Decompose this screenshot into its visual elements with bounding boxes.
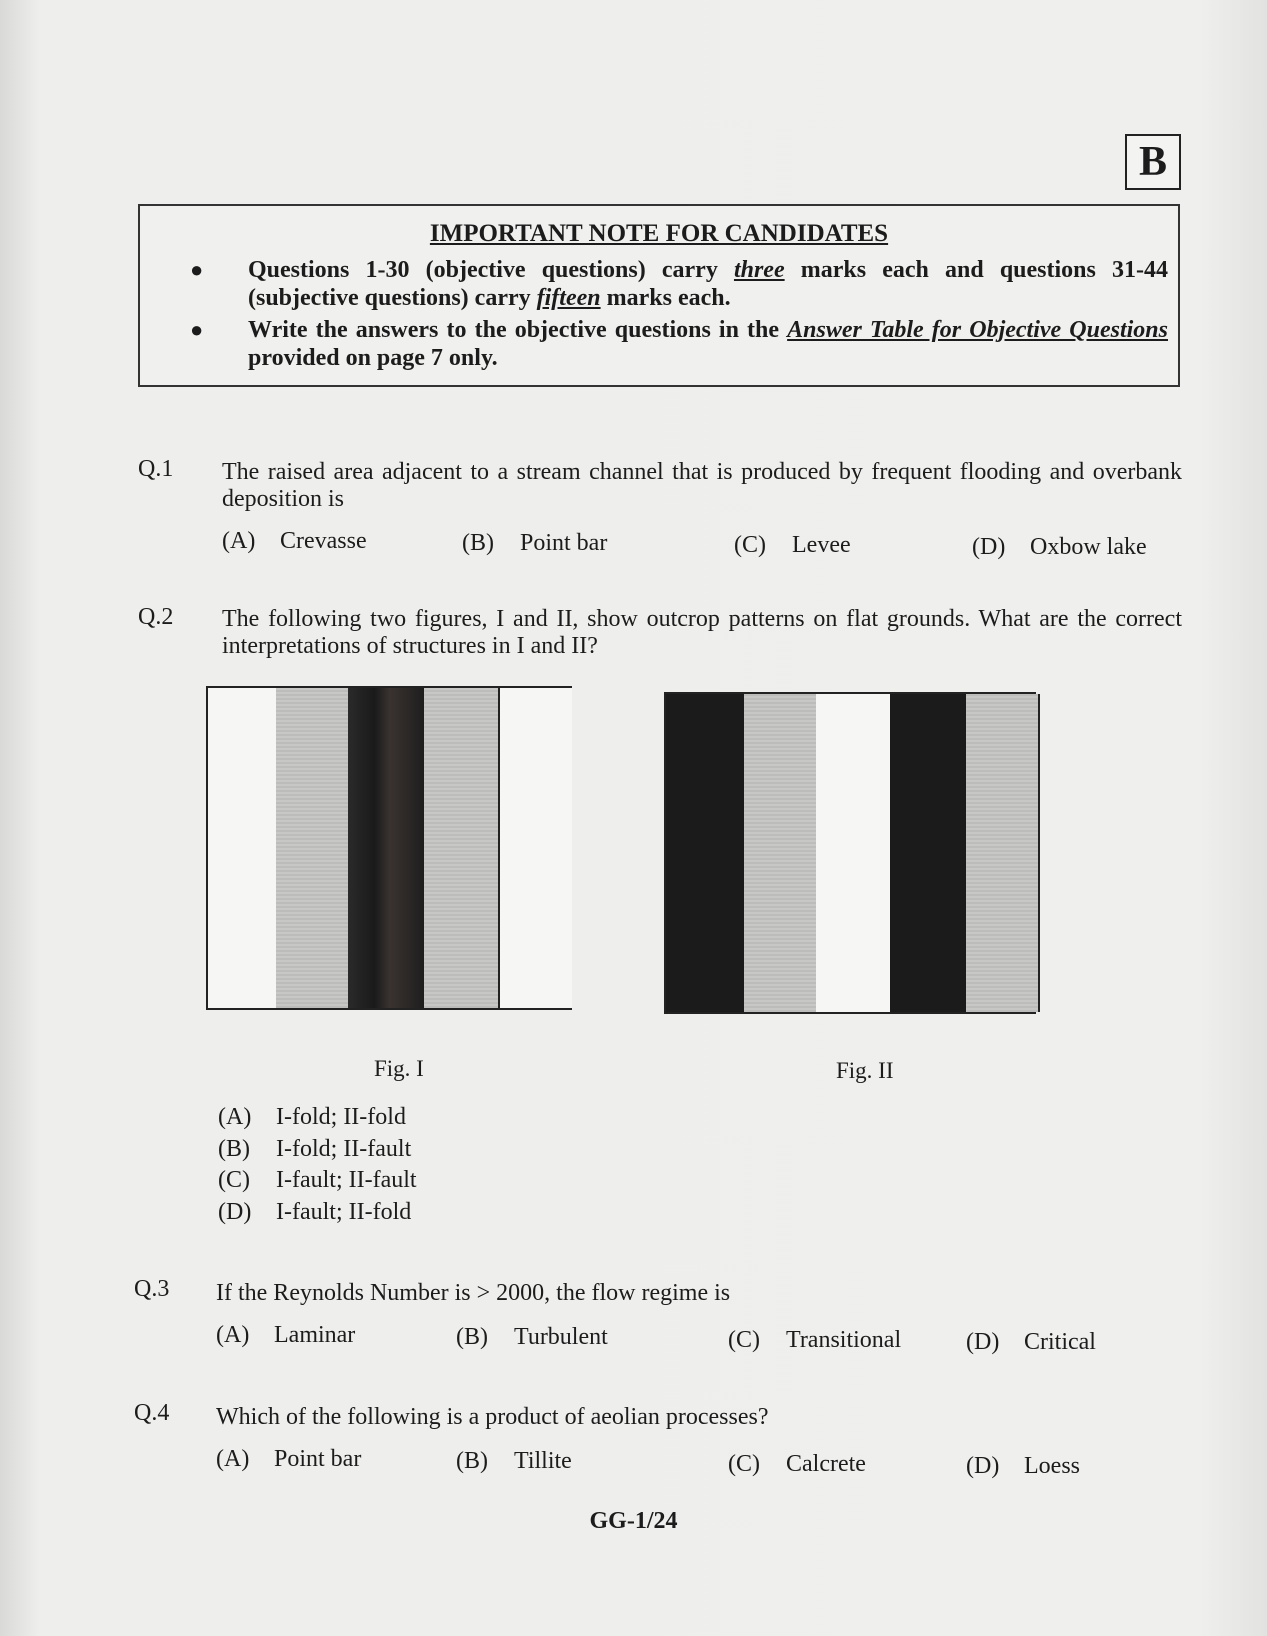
option-c[interactable] xyxy=(728,1327,901,1354)
option-d[interactable] xyxy=(966,1329,1096,1356)
option-label: (A) xyxy=(216,1446,250,1472)
outcrop-band xyxy=(890,694,966,1012)
page-footer: GG-1/24 xyxy=(589,1508,678,1534)
option-text: Oxbow lake xyxy=(1030,534,1147,560)
option-label: (A) xyxy=(222,528,256,554)
option-label: (B) xyxy=(456,1324,488,1350)
outcrop-band xyxy=(744,694,816,1012)
outcrop-band xyxy=(348,688,424,1008)
question-number: Q.1 xyxy=(138,456,174,482)
question-number: Q.2 xyxy=(138,604,174,630)
option-label: (B) xyxy=(456,1448,488,1474)
note-emphasis: three xyxy=(733,257,785,283)
note-text: provided on page 7 only. xyxy=(248,345,498,371)
option-d[interactable] xyxy=(972,534,1147,561)
option-c[interactable] xyxy=(218,1167,417,1194)
question-text: The following two figures, I and II, show outcrop patterns on flat grounds. What are the correct interpretations of structures in I and II? xyxy=(222,606,1182,659)
option-text: Levee xyxy=(792,532,851,558)
option-text: Tillite xyxy=(514,1448,572,1474)
question-text: Which of the following is a product of aeolian processes? xyxy=(216,1404,769,1430)
figure-2-label: Fig. II xyxy=(836,1058,894,1083)
option-text: I-fold; II-fold xyxy=(276,1104,406,1130)
option-label: (C) xyxy=(728,1451,760,1477)
option-label: (D) xyxy=(218,1199,252,1225)
option-text: Loess xyxy=(1024,1453,1080,1479)
bullet-icon: ● xyxy=(190,257,204,282)
option-text: Point bar xyxy=(520,530,608,556)
note-text: marks each. xyxy=(600,285,731,311)
option-d[interactable] xyxy=(966,1453,1080,1480)
option-label: (D) xyxy=(972,534,1006,560)
outcrop-band xyxy=(816,694,890,1012)
option-text: I-fault; II-fault xyxy=(276,1167,417,1193)
question-text: If the Reynolds Number is > 2000, the flow regime is xyxy=(216,1280,731,1306)
outcrop-band xyxy=(666,694,744,1012)
outcrop-band xyxy=(498,688,572,1008)
option-label: (B) xyxy=(462,530,494,556)
option-text: Calcrete xyxy=(786,1451,866,1477)
outcrop-band xyxy=(424,688,498,1008)
note-emphasis: Answer Table for Objective Questions xyxy=(787,317,1168,343)
option-b[interactable] xyxy=(218,1136,411,1163)
outcrop-band xyxy=(276,688,348,1008)
option-text: Point bar xyxy=(274,1446,362,1472)
option-a[interactable] xyxy=(222,528,367,555)
option-text: Turbulent xyxy=(514,1324,608,1350)
option-label: (C) xyxy=(728,1327,760,1353)
option-label: (C) xyxy=(218,1167,250,1193)
figure-2-outcrop xyxy=(664,692,1036,1014)
outcrop-band xyxy=(208,688,276,1008)
option-text: I-fold; II-fault xyxy=(276,1136,412,1162)
question-number: Q.4 xyxy=(134,1400,170,1426)
note-item-answer-table xyxy=(190,316,1168,372)
question-number: Q.3 xyxy=(134,1276,170,1302)
option-label: (C) xyxy=(734,532,766,558)
note-title: IMPORTANT NOTE FOR CANDIDATES xyxy=(429,220,889,247)
note-text: Questions 1-30 (objective questions) carry xyxy=(248,257,734,283)
option-b[interactable] xyxy=(462,530,607,557)
note-item-marks xyxy=(190,256,1168,312)
option-c[interactable] xyxy=(734,532,851,559)
option-text: I-fault; II-fold xyxy=(276,1199,412,1225)
figure-1-outcrop xyxy=(206,686,572,1010)
option-b[interactable] xyxy=(456,1324,608,1351)
option-text: Critical xyxy=(1024,1329,1096,1355)
option-a[interactable] xyxy=(218,1104,406,1131)
set-code-box: B xyxy=(1125,134,1181,190)
option-text: Crevasse xyxy=(280,528,367,554)
option-label: (A) xyxy=(216,1322,250,1348)
note-emphasis: fifteen xyxy=(536,285,601,311)
question-text: The raised area adjacent to a stream channel that is produced by frequent flooding and overbank deposition is xyxy=(222,459,1182,512)
option-label: (A) xyxy=(218,1104,252,1130)
option-label: (D) xyxy=(966,1453,1000,1479)
outcrop-band xyxy=(966,694,1040,1012)
option-d[interactable] xyxy=(218,1199,411,1226)
bullet-icon: ● xyxy=(190,317,204,342)
note-text: marks each and questions 31-44 (subjective questions) carry xyxy=(248,257,1168,311)
option-label: (B) xyxy=(218,1136,250,1162)
option-b[interactable] xyxy=(456,1448,572,1475)
option-a[interactable] xyxy=(216,1322,355,1349)
option-c[interactable] xyxy=(728,1451,866,1478)
option-label: (D) xyxy=(966,1329,1000,1355)
important-note-box xyxy=(138,204,1180,387)
option-a[interactable] xyxy=(216,1446,361,1473)
option-text: Transitional xyxy=(786,1327,902,1353)
note-text: Write the answers to the objective questions in the xyxy=(248,317,788,343)
option-text: Laminar xyxy=(274,1322,356,1348)
figure-1-label: Fig. I xyxy=(374,1056,424,1081)
